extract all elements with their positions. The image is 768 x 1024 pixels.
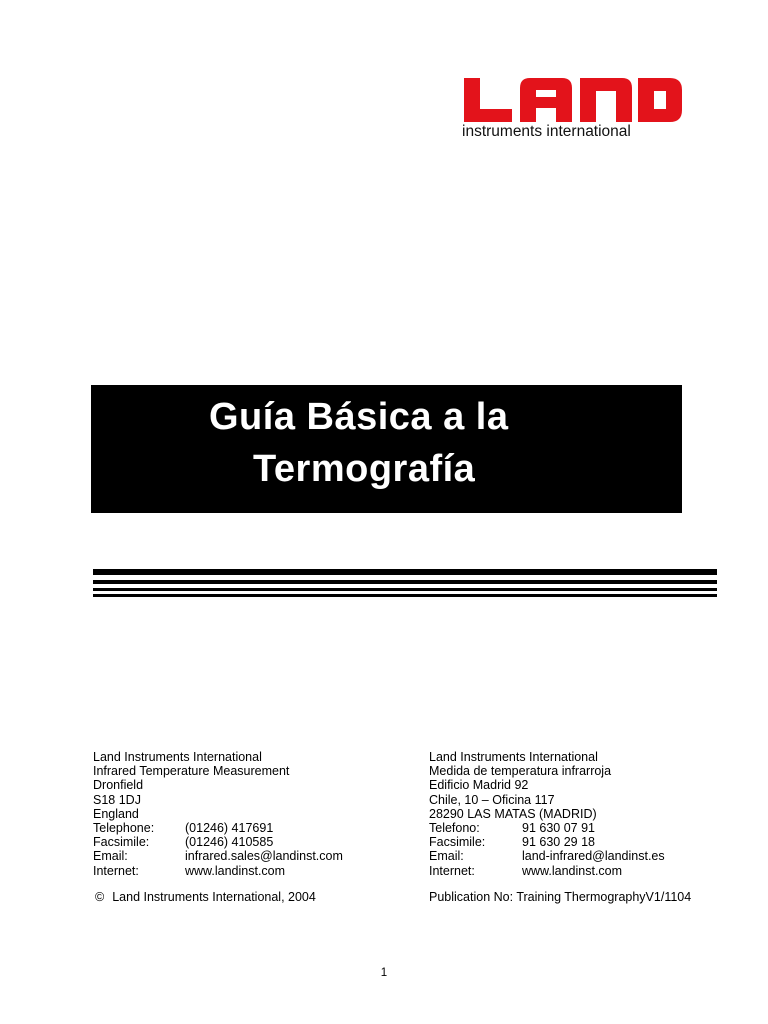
spain-office-address [429,750,665,878]
contact-row-internet [93,864,343,878]
document-title-line-1: Guía Básica a la [209,396,509,438]
copyright-text: Land Instruments International, 2004 [112,890,316,904]
address-line: 28290 LAS MATAS (MADRID) [429,806,597,821]
contact-value: (01246) 417691 [185,820,274,835]
contact-label: Telefono: [429,820,480,835]
contact-value: (01246) 410585 [185,835,274,850]
contact-value: 91 630 29 18 [522,835,595,850]
copyright-icon: © [95,890,105,904]
land-logo-wordmark [462,78,684,122]
address-line: S18 1DJ [93,792,141,807]
contact-row-internet [429,864,665,878]
title-banner [91,385,682,513]
contact-row-telephone [429,821,665,835]
address-line: Infrared Temperature Measurement [93,764,290,779]
contact-label: Telephone: [93,820,155,835]
contact-label: Internet: [429,863,475,878]
land-logo [462,78,684,141]
contact-label: Facsimile: [429,835,486,850]
contact-label: Email: [93,849,128,864]
address-line: Dronfield [93,778,144,793]
contact-row-facsimile [429,835,665,849]
logo-tagline: instruments international [462,123,631,140]
decorative-rules [93,569,717,597]
rule-line [93,569,717,575]
email-link[interactable]: infrared.sales@landinst.com [185,849,343,864]
address-line: Land Instruments International [93,750,262,764]
address-line: Land Instruments International [429,750,598,764]
document-title-line-2: Termografía [253,448,476,490]
address-line: Edificio Madrid 92 [429,778,529,793]
contact-row-email [93,849,343,863]
address-line: Medida de temperatura infrarroja [429,764,612,779]
contact-value: 91 630 07 91 [522,820,595,835]
email-link[interactable]: land-infrared@landinst.es [522,849,665,864]
uk-office-address [93,750,343,878]
website-link[interactable]: www.landinst.com [522,863,623,878]
copyright-notice [95,890,316,904]
address-line: Chile, 10 – Oficina 117 [429,792,555,807]
contact-row-telephone [93,821,343,835]
publication-number: Publication No: Training ThermographyV1/1104 [429,890,692,904]
contact-row-email [429,849,665,863]
land-logo-letters [464,78,682,122]
contact-label: Internet: [93,863,139,878]
rule-line [93,594,717,597]
contact-label: Email: [429,849,464,864]
rule-line [93,588,717,591]
page-number: 1 [380,967,388,979]
contact-row-facsimile [93,835,343,849]
address-line: England [93,806,139,821]
contact-label: Facsimile: [93,835,150,850]
rule-line [93,580,717,584]
website-link[interactable]: www.landinst.com [185,863,286,878]
